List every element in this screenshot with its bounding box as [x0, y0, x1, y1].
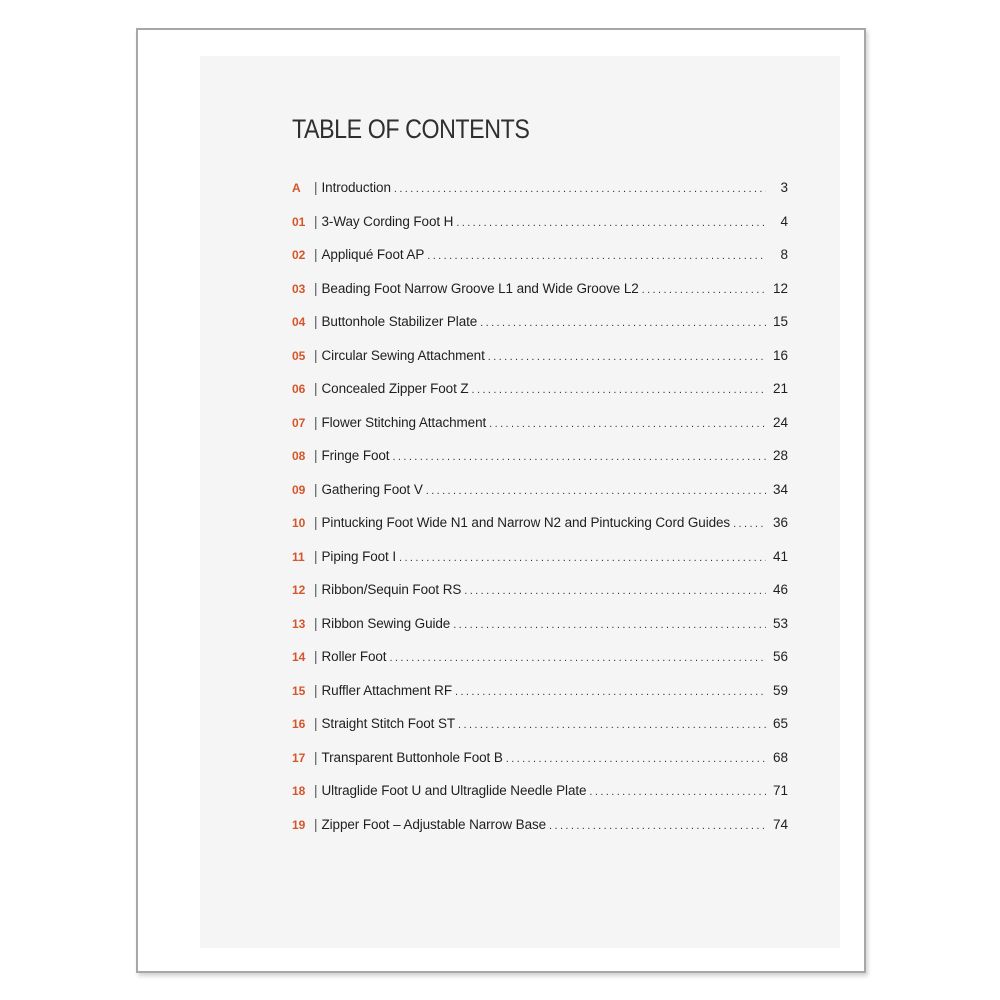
toc-entry[interactable] [292, 549, 788, 583]
toc-entry-number: 01 [292, 214, 306, 229]
toc-dot-leader [464, 585, 766, 597]
toc-dot-leader [455, 686, 766, 698]
toc-entry-title: Ultraglide Foot U and Ultraglide Needle Plate [321, 783, 587, 798]
toc-entry-title: Concealed Zipper Foot Z [321, 381, 469, 396]
toc-entry[interactable] [292, 415, 788, 449]
toc-entry-title: Zipper Foot – Adjustable Narrow Base [321, 816, 547, 832]
toc-entry-page: 15 [772, 314, 788, 329]
toc-entry-title: Beading Foot Narrow Groove L1 and Wide Groove L2 [321, 280, 639, 296]
toc-dot-leader [589, 786, 766, 798]
toc-entry-page: 3 [780, 180, 788, 195]
toc-entry-number: 04 [292, 315, 306, 329]
toc-entry-number: 18 [292, 784, 306, 798]
toc-entry-separator: | [314, 381, 318, 396]
toc-entry-title: Flower Stitching Attachment [321, 414, 487, 430]
toc-list [292, 180, 788, 850]
toc-entry-page: 21 [772, 381, 788, 396]
toc-entry-number: 17 [292, 750, 306, 765]
toc-entry[interactable] [292, 214, 788, 248]
toc-entry[interactable] [292, 683, 788, 717]
toc-entry-title: Gathering Foot V [321, 481, 423, 497]
toc-dot-leader [399, 552, 766, 564]
toc-entry[interactable] [292, 716, 788, 750]
toc-entry-page: 16 [772, 347, 788, 363]
toc-dot-leader [506, 753, 766, 765]
toc-dot-leader [642, 284, 766, 296]
toc-entry-title: Straight Stitch Foot ST [321, 716, 456, 731]
content-panel [200, 56, 840, 948]
toc-entry-separator: | [314, 247, 318, 262]
toc-entry[interactable] [292, 750, 788, 784]
toc-entry-number: 08 [292, 449, 306, 463]
toc-entry-separator: | [314, 783, 318, 798]
toc-entry-number: 15 [292, 683, 306, 698]
toc-entry-number: 05 [292, 348, 306, 363]
toc-dot-leader [480, 317, 766, 329]
toc-entry-separator: | [314, 280, 318, 296]
toc-entry-title: Introduction [321, 180, 391, 195]
toc-dot-leader [458, 719, 766, 731]
toc-entry-title: Piping Foot I [321, 548, 397, 564]
toc-entry-number: 09 [292, 482, 306, 497]
toc-entry-separator: | [314, 347, 318, 363]
toc-entry-title: Ruffler Attachment RF [321, 682, 452, 698]
toc-entry-separator: | [314, 649, 318, 664]
toc-entry-title: Buttonhole Stabilizer Plate [321, 314, 478, 329]
toc-entry[interactable] [292, 180, 788, 214]
toc-entry-page: 65 [772, 716, 788, 731]
toc-entry-separator: | [314, 213, 318, 229]
toc-entry[interactable] [292, 482, 788, 516]
toc-entry-page: 71 [772, 783, 788, 798]
toc-entry-title: Appliqué Foot AP [321, 247, 425, 262]
toc-entry-page: 28 [772, 448, 788, 463]
toc-entry[interactable] [292, 616, 788, 650]
toc-entry[interactable] [292, 314, 788, 348]
toc-entry-page: 34 [772, 481, 788, 497]
toc-entry-page: 41 [772, 548, 788, 564]
toc-dot-leader [426, 485, 766, 497]
toc-entry-separator: | [314, 749, 318, 765]
toc-entry-title: Ribbon/Sequin Foot RS [321, 582, 462, 597]
document-page [136, 28, 866, 973]
toc-entry-separator: | [314, 582, 318, 597]
toc-entry-separator: | [314, 481, 318, 497]
toc-entry-number: 14 [292, 650, 306, 664]
toc-entry-separator: | [314, 180, 318, 195]
toc-entry-page: 4 [780, 213, 788, 229]
toc-entry-page: 74 [772, 816, 788, 832]
toc-entry-separator: | [314, 816, 318, 832]
toc-dot-leader [489, 418, 766, 430]
toc-entry[interactable] [292, 649, 788, 683]
toc-entry-separator: | [314, 414, 318, 430]
toc-entry[interactable] [292, 247, 788, 281]
toc-entry-page: 53 [772, 615, 788, 631]
toc-entry[interactable] [292, 448, 788, 482]
toc-entry-number: 06 [292, 382, 306, 396]
toc-entry-separator: | [314, 615, 318, 631]
toc-entry-page: 12 [772, 280, 788, 296]
toc-entry-number: 07 [292, 415, 306, 430]
toc-entry-number: 13 [292, 616, 306, 631]
toc-dot-leader [733, 518, 766, 530]
toc-entry-page: 56 [772, 649, 788, 664]
toc-entry-number: 19 [292, 817, 306, 832]
toc-entry-number: 11 [292, 549, 305, 564]
toc-entry-title: Fringe Foot [321, 448, 390, 463]
toc-entry-title: Transparent Buttonhole Foot B [321, 749, 503, 765]
toc-entry-title: Ribbon Sewing Guide [321, 615, 451, 631]
toc-entry[interactable] [292, 281, 788, 315]
toc-entry[interactable] [292, 783, 788, 817]
toc-entry-number: 02 [292, 248, 306, 262]
toc-entry-page: 8 [780, 247, 788, 262]
toc-entry-number: 10 [292, 516, 306, 530]
toc-entry-title: Circular Sewing Attachment [321, 347, 485, 363]
toc-entry-separator: | [314, 682, 318, 698]
toc-dot-leader [389, 652, 766, 664]
toc-entry-separator: | [314, 515, 318, 530]
toc-entry-title: Pintucking Foot Wide N1 and Narrow N2 and Pintucking Cord Guides [321, 515, 731, 530]
toc-entry-separator: | [314, 448, 318, 463]
toc-entry[interactable] [292, 515, 788, 549]
toc-entry-title: Roller Foot [321, 649, 387, 664]
toc-entry[interactable] [292, 348, 788, 382]
toc-entry-separator: | [314, 716, 318, 731]
toc-dot-leader [392, 451, 766, 463]
toc-entry[interactable] [292, 381, 788, 415]
toc-entry-separator: | [314, 548, 318, 564]
toc-entry-number: 03 [292, 281, 306, 296]
toc-dot-leader [394, 183, 766, 195]
toc-dot-leader [453, 619, 766, 631]
toc-entry-page: 24 [772, 414, 788, 430]
toc-dot-leader [427, 250, 766, 262]
toc-entry-title: 3-Way Cording Foot H [321, 213, 454, 229]
toc-entry-page: 46 [772, 582, 788, 597]
toc-dot-leader [488, 351, 766, 363]
toc-entry-page: 59 [772, 682, 788, 698]
toc-entry[interactable] [292, 817, 788, 851]
toc-entry-separator: | [314, 314, 318, 329]
toc-dot-leader [549, 820, 766, 832]
toc-entry-number: 12 [292, 583, 306, 597]
toc-entry-number: 16 [292, 717, 306, 731]
toc-dot-leader [456, 217, 766, 229]
toc-entry-page: 68 [772, 749, 788, 765]
toc-entry-number: A [292, 181, 301, 195]
toc-entry[interactable] [292, 582, 788, 616]
toc-dot-leader [472, 384, 766, 396]
page-title: TABLE OF CONTENTS [292, 114, 530, 144]
toc-entry-page: 36 [772, 515, 788, 530]
